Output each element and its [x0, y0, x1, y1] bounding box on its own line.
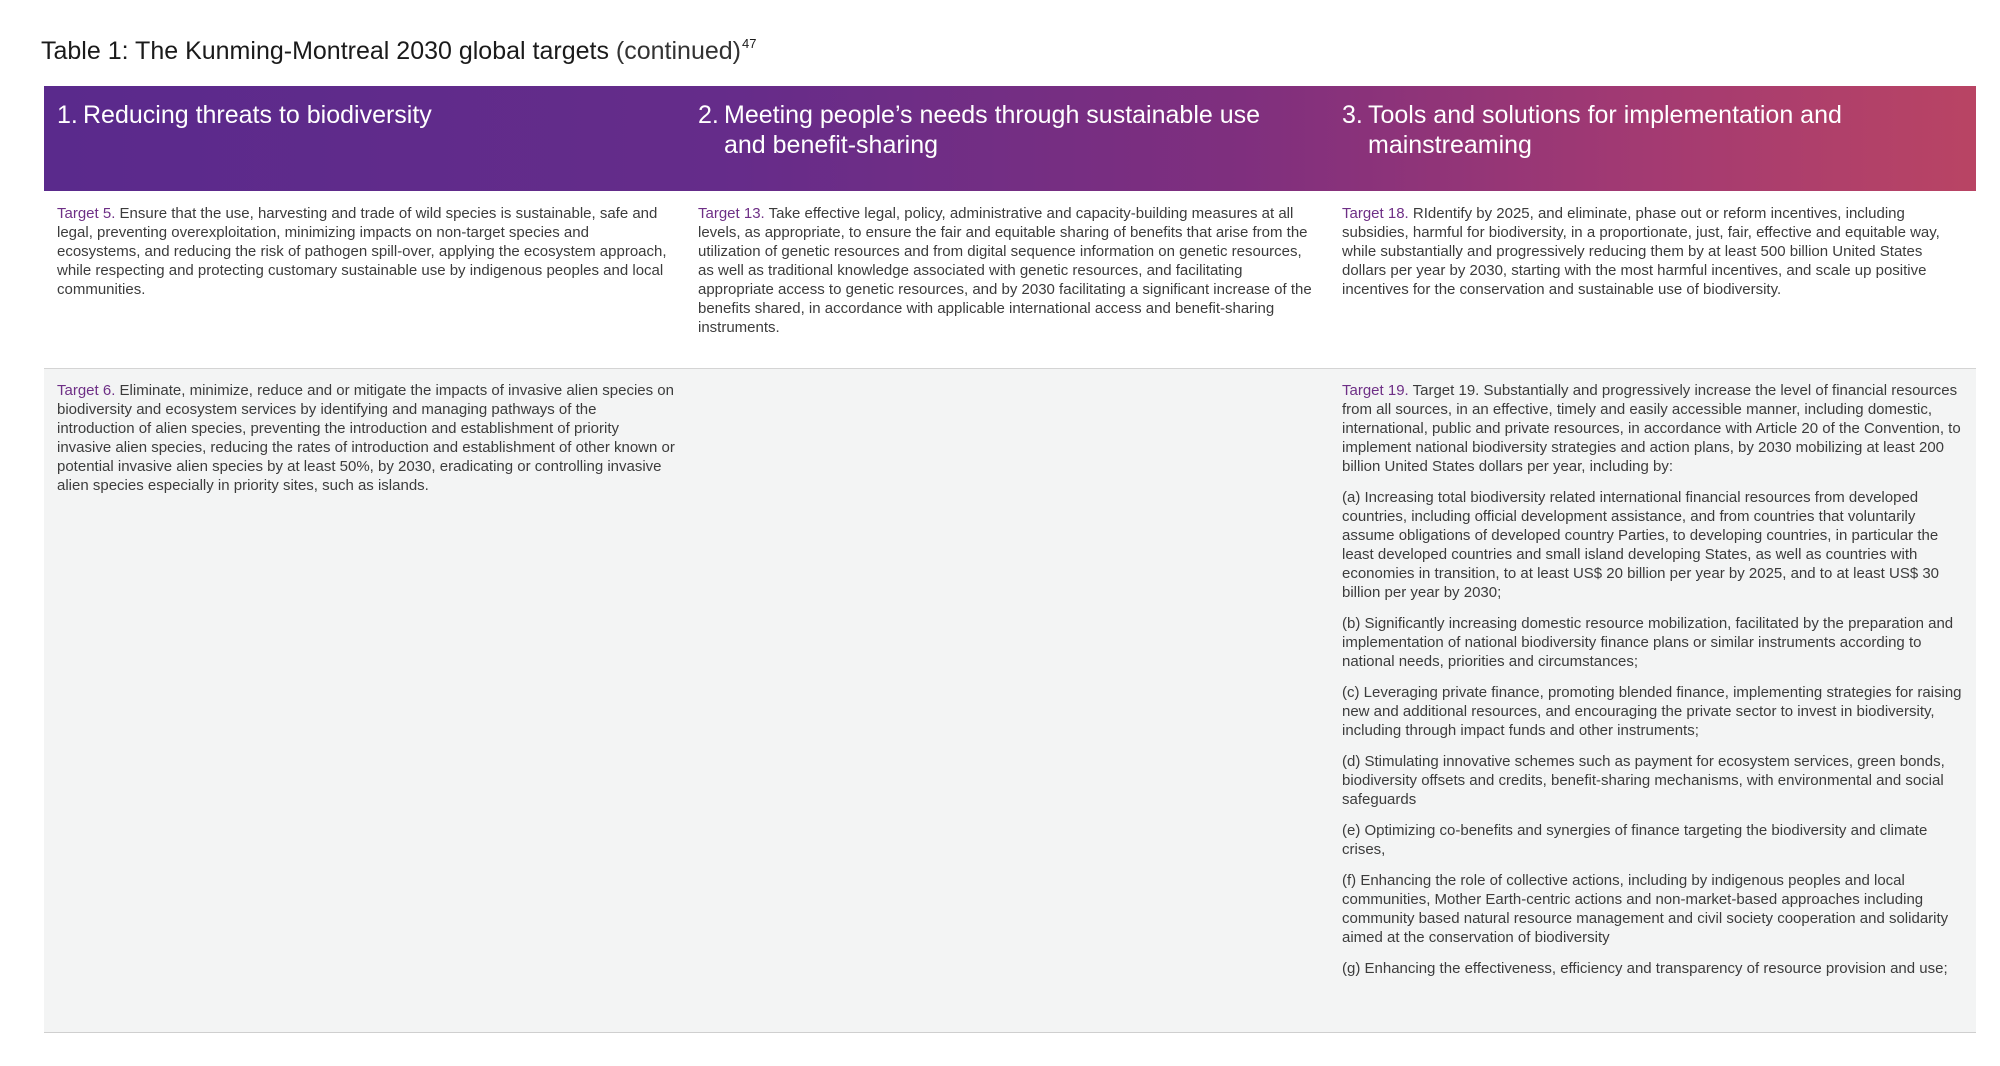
target-13-cell	[698, 204, 1320, 337]
target-label: Target 13.	[698, 205, 765, 222]
target-18-cell	[1342, 204, 1962, 299]
target-label: Target 6.	[57, 382, 116, 399]
list-item: (a) Increasing total biodiversity related international financial resources from developed countries, including official development assistance, and from countries that voluntarily assume obligations of developed country Parties, to developing countries, in particular the least developed countries and small island developing States, as well as countries with economies in transition, to at least US$ 20 billion per year by 2025, and to at least US$ 30 billion per year by 2030;	[1342, 489, 1940, 601]
table-row	[44, 369, 1976, 1033]
target-6-cell	[57, 381, 675, 495]
target-5-cell	[57, 204, 675, 299]
table-row	[44, 191, 1976, 369]
target-text: Ensure that the use, harvesting and trade of wild species is sustainable, safe and legal, preventing overexploitation, minimizing impacts on non-target species and ecosystems, and reducing the risk of pathogen spill-over, applying the ecosystem approach, while respecting and protecting customary sustainable use by indigenous peoples and local communities.	[57, 205, 667, 298]
column-number: 3.	[1342, 101, 1363, 129]
target-text: Take effective legal, policy, administrative and capacity-building measures at all levels, as appropriate, to ensure the fair and equitable sharing of benefits that arise from the utilization of genetic resources and from digital sequence information on genetic resources, as well as traditional knowledge associated with genetic resources, and facilitating appropriate access to genetic resources, and by 2030 facilitating a significant increase of the benefits shared, in accordance with applicable international access and benefit-sharing instruments.	[698, 205, 1312, 336]
target-text: Target 19. Substantially and progressively increase the level of financial resources from all sources, in an effective, timely and easily accessible manner, including domestic, international, public and private resources, in accordance with Article 20 of the Convention, to implement national biodiversity strategies and action plans, by 2030 mobilizing at least 200 billion United States dollars per year, including by:	[1342, 382, 1961, 475]
column-number: 1.	[57, 101, 78, 129]
list-item: (g) Enhancing the effectiveness, efficiency and transparency of resource provision and use;	[1342, 960, 1948, 977]
list-item: (b) Significantly increasing domestic resource mobilization, facilitated by the preparation and implementation of national biodiversity finance plans or similar instruments according to national needs, priorities and circumstances;	[1342, 615, 1954, 670]
table-title	[41, 36, 756, 66]
target-label: Target 19.	[1342, 382, 1409, 399]
target-19-cell	[1342, 381, 1962, 978]
column-header-banner	[44, 86, 1976, 191]
target-text: Eliminate, minimize, reduce and or mitigate the impacts of invasive alien species on biodiversity and ecosystem services by identifying and managing pathways of the introduction of alien species, preventing the introduction and establishment of priority invasive alien species, reducing the rates of introduction and establishment of other known or potential invasive alien species by at least 50%, by 2030, eradicating or controlling invasive alien species especially in priority sites, such as islands.	[57, 382, 675, 494]
column-header-3	[1342, 100, 1842, 160]
column-header-1	[57, 100, 657, 130]
column-label: Meeting people’s needs through sustainable use and benefit-sharing	[724, 101, 1261, 159]
target-label: Target 5.	[57, 205, 116, 222]
column-header-2	[698, 100, 1278, 160]
table-title-main: Table 1: The Kunming-Montreal 2030 global targets	[41, 37, 609, 65]
column-label: Reducing threats to biodiversity	[83, 101, 432, 129]
list-item: (c) Leveraging private finance, promoting blended finance, implementing strategies for raising new and additional resources, and encouraging the private sector to invest in biodiversity, including through impact funds and other instruments;	[1342, 684, 1962, 739]
table-title-sub: (continued)	[615, 37, 741, 65]
target-label: Target 18.	[1342, 205, 1409, 222]
column-label: Tools and solutions for implementation and mainstreaming	[1368, 101, 1842, 159]
list-item: (f) Enhancing the role of collective actions, including by indigenous peoples and local communities, Mother Earth-centric actions and non-market-based approaches including community based natural resource management and civil society cooperation and solidarity aimed at the conservation of biodiversity	[1342, 872, 1949, 946]
list-item: (d) Stimulating innovative schemes such as payment for ecosystem services, green bonds, biodiversity offsets and credits, benefit-sharing mechanisms, with environmental and social safeguards	[1342, 753, 1945, 808]
list-item: (e) Optimizing co-benefits and synergies of finance targeting the biodiversity and climate crises,	[1342, 822, 1928, 858]
column-number: 2.	[698, 101, 719, 129]
target-text: RIdentify by 2025, and eliminate, phase out or reform incentives, including subsidies, harmful for biodiversity, in a proportionate, just, fair, effective and equitable way, while substantially and progressively reducing them by at least 500 billion United States dollars per year by 2030, starting with the most harmful incentives, and scale up positive incentives for the conservation and sustainable use of biodiversity.	[1342, 205, 1940, 298]
footnote-ref: 47	[741, 36, 757, 51]
